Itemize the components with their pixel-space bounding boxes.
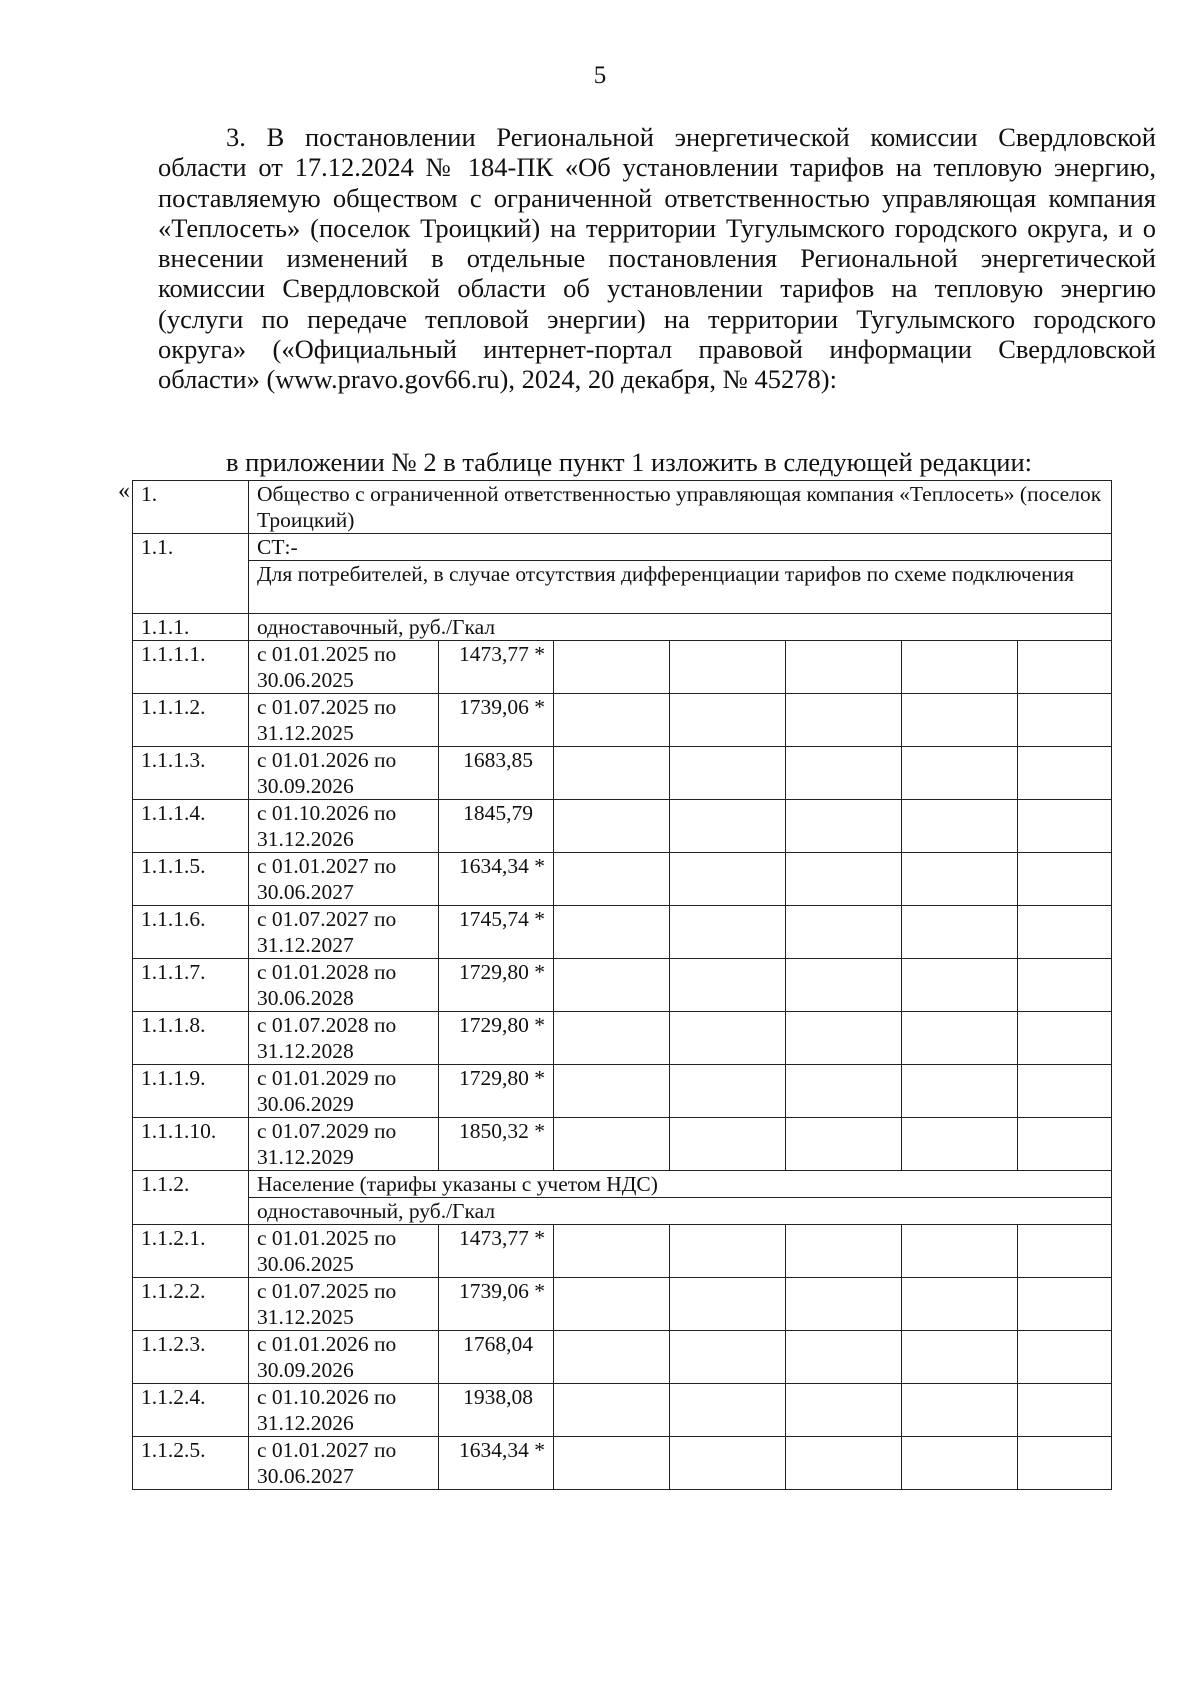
empty-cell	[670, 906, 786, 959]
empty-cell	[670, 747, 786, 800]
empty-cell	[554, 1278, 670, 1331]
period-cell: с 01.07.2025 по 31.12.2025	[249, 1278, 439, 1331]
empty-cell	[786, 1118, 902, 1171]
empty-cell	[786, 1065, 902, 1118]
period-cell: с 01.01.2026 по 30.09.2026	[249, 747, 439, 800]
row-number: 1.1.1.3.	[133, 747, 249, 800]
tariff-value: 1473,77 *	[439, 1225, 554, 1278]
empty-cell	[554, 694, 670, 747]
table-row	[133, 1171, 1112, 1198]
table-row	[133, 1198, 1112, 1225]
empty-cell	[902, 1065, 1018, 1118]
table-row	[133, 1065, 1112, 1118]
tariff-type-label: одноставочный, руб./Гкал	[249, 1198, 1112, 1225]
empty-cell	[554, 747, 670, 800]
table-row	[133, 641, 1112, 694]
table-row	[133, 959, 1112, 1012]
section-note: Для потребителей, в случае отсутствия дифференциации тарифов по схеме подключения	[249, 561, 1112, 614]
row-number: 1.1.2.	[133, 1171, 249, 1225]
empty-cell	[1018, 747, 1112, 800]
empty-cell	[554, 1065, 670, 1118]
section-label: СТ:-	[249, 534, 1112, 561]
tariff-value: 1729,80 *	[439, 1012, 554, 1065]
empty-cell	[786, 694, 902, 747]
body-text	[158, 122, 1156, 395]
empty-cell	[902, 906, 1018, 959]
empty-cell	[786, 853, 902, 906]
tariff-value: 1739,06 *	[439, 1278, 554, 1331]
table-row	[133, 747, 1112, 800]
empty-cell	[670, 853, 786, 906]
empty-cell	[786, 1012, 902, 1065]
table-row	[133, 1437, 1112, 1490]
row-number: 1.1.2.3.	[133, 1331, 249, 1384]
row-number: 1.1.1.	[133, 614, 249, 641]
population-label: Население (тарифы указаны с учетом НДС)	[249, 1171, 1112, 1198]
empty-cell	[786, 1225, 902, 1278]
tariff-value: 1768,04	[439, 1331, 554, 1384]
period-cell: с 01.01.2026 по 30.09.2026	[249, 1331, 439, 1384]
empty-cell	[670, 1437, 786, 1490]
empty-cell	[786, 959, 902, 1012]
period-cell: с 01.07.2028 по 31.12.2028	[249, 1012, 439, 1065]
empty-cell	[1018, 853, 1112, 906]
empty-cell	[670, 1384, 786, 1437]
row-number: 1.1.1.6.	[133, 906, 249, 959]
empty-cell	[786, 1384, 902, 1437]
opening-quote-mark: «	[118, 478, 130, 504]
empty-cell	[554, 1012, 670, 1065]
period-cell: с 01.10.2026 по 31.12.2026	[249, 1384, 439, 1437]
empty-cell	[554, 800, 670, 853]
empty-cell	[670, 1065, 786, 1118]
empty-cell	[902, 853, 1018, 906]
empty-cell	[1018, 1118, 1112, 1171]
empty-cell	[670, 1118, 786, 1171]
empty-cell	[1018, 1278, 1112, 1331]
empty-cell	[1018, 800, 1112, 853]
tariff-value: 1634,34 *	[439, 1437, 554, 1490]
empty-cell	[1018, 641, 1112, 694]
empty-cell	[554, 906, 670, 959]
table-row	[133, 1118, 1112, 1171]
empty-cell	[554, 853, 670, 906]
period-cell: с 01.01.2029 по 30.06.2029	[249, 1065, 439, 1118]
table-row	[133, 561, 1112, 614]
tariff-value: 1683,85	[439, 747, 554, 800]
tariff-value: 1729,80 *	[439, 959, 554, 1012]
tariff-type-label: одноставочный, руб./Гкал	[249, 614, 1112, 641]
empty-cell	[902, 641, 1018, 694]
period-cell: с 01.01.2025 по 30.06.2025	[249, 641, 439, 694]
row-number: 1.1.2.2.	[133, 1278, 249, 1331]
period-cell: с 01.07.2025 по 31.12.2025	[249, 694, 439, 747]
tariff-value: 1850,32 *	[439, 1118, 554, 1171]
table-row	[133, 1012, 1112, 1065]
period-cell: с 01.07.2027 по 31.12.2027	[249, 906, 439, 959]
empty-cell	[902, 694, 1018, 747]
row-number: 1.1.1.7.	[133, 959, 249, 1012]
empty-cell	[554, 641, 670, 694]
tariff-value: 1845,79	[439, 800, 554, 853]
empty-cell	[902, 1278, 1018, 1331]
empty-cell	[786, 800, 902, 853]
row-number: 1.1.1.5.	[133, 853, 249, 906]
tariff-value: 1739,06 *	[439, 694, 554, 747]
empty-cell	[670, 800, 786, 853]
empty-cell	[1018, 1012, 1112, 1065]
period-cell: с 01.10.2026 по 31.12.2026	[249, 800, 439, 853]
tariff-table	[132, 480, 1112, 1490]
empty-cell	[554, 1331, 670, 1384]
empty-cell	[902, 1118, 1018, 1171]
empty-cell	[902, 1225, 1018, 1278]
empty-cell	[1018, 959, 1112, 1012]
empty-cell	[1018, 1437, 1112, 1490]
table-row	[133, 1225, 1112, 1278]
empty-cell	[670, 694, 786, 747]
empty-cell	[786, 1437, 902, 1490]
tariff-value: 1634,34 *	[439, 853, 554, 906]
page-number: 5	[593, 62, 607, 89]
table-row	[133, 853, 1112, 906]
organization-name: Общество с ограниченной ответственностью управляющая компания «Теплосеть» (поселок Троицкий)	[249, 481, 1112, 534]
empty-cell	[670, 1278, 786, 1331]
row-number: 1.1.	[133, 534, 249, 614]
table-row	[133, 694, 1112, 747]
empty-cell	[902, 1437, 1018, 1490]
empty-cell	[902, 1331, 1018, 1384]
empty-cell	[670, 1012, 786, 1065]
row-number: 1.1.1.2.	[133, 694, 249, 747]
row-number: 1.1.1.1.	[133, 641, 249, 694]
row-number: 1.1.1.9.	[133, 1065, 249, 1118]
empty-cell	[902, 959, 1018, 1012]
empty-cell	[554, 959, 670, 1012]
empty-cell	[786, 906, 902, 959]
tariff-value: 1729,80 *	[439, 1065, 554, 1118]
empty-cell	[670, 1225, 786, 1278]
table-row	[133, 534, 1112, 561]
table-row	[133, 1278, 1112, 1331]
empty-cell	[902, 800, 1018, 853]
empty-cell	[554, 1118, 670, 1171]
table-row	[133, 481, 1112, 534]
empty-cell	[670, 959, 786, 1012]
empty-cell	[554, 1225, 670, 1278]
empty-cell	[670, 1331, 786, 1384]
empty-cell	[554, 1384, 670, 1437]
table-row	[133, 614, 1112, 641]
empty-cell	[1018, 1384, 1112, 1437]
row-number: 1.1.1.10.	[133, 1118, 249, 1171]
table-row	[133, 1384, 1112, 1437]
row-number: 1.1.1.8.	[133, 1012, 249, 1065]
paragraph-amendment: 3. В постановлении Региональной энергетической комиссии Свердловской области от 17.12.2024 № 184-ПК «Об установлении тарифов на тепловую энергию, поставляемую обществом с ограниченной ответственностью управляющая компания «Теплосеть» (поселок Троицкий) на территории Тугулымского городского округа, и о внесении изменений в отдельные постановления Региональной энергетической комиссии Свердловской области об установлении тарифов на тепловую энергию (услуги по передаче тепловой энергии) на территории Тугулымского городского округа» («Официальный интернет-портал правовой информации Свердловской области» (www.pravo.gov66.ru), 2024, 20 декабря, № 45278):	[158, 122, 1156, 395]
instruction-line: в приложении № 2 в таблице пункт 1 изложить в следующей редакции:	[226, 447, 1033, 477]
empty-cell	[786, 641, 902, 694]
period-cell: с 01.01.2028 по 30.06.2028	[249, 959, 439, 1012]
table-row	[133, 1331, 1112, 1384]
empty-cell	[786, 747, 902, 800]
period-cell: с 01.01.2027 по 30.06.2027	[249, 1437, 439, 1490]
period-cell: с 01.07.2029 по 31.12.2029	[249, 1118, 439, 1171]
empty-cell	[902, 747, 1018, 800]
row-number: 1.	[133, 481, 249, 534]
row-number: 1.1.2.5.	[133, 1437, 249, 1490]
row-number: 1.1.2.4.	[133, 1384, 249, 1437]
table-row	[133, 906, 1112, 959]
tariff-value: 1938,08	[439, 1384, 554, 1437]
empty-cell	[1018, 1331, 1112, 1384]
empty-cell	[902, 1012, 1018, 1065]
period-cell: с 01.01.2025 по 30.06.2025	[249, 1225, 439, 1278]
empty-cell	[1018, 1225, 1112, 1278]
empty-cell	[902, 1384, 1018, 1437]
empty-cell	[1018, 906, 1112, 959]
empty-cell	[1018, 694, 1112, 747]
empty-cell	[670, 641, 786, 694]
empty-cell	[1018, 1065, 1112, 1118]
row-number: 1.1.1.4.	[133, 800, 249, 853]
empty-cell	[786, 1278, 902, 1331]
empty-cell	[786, 1331, 902, 1384]
period-cell: с 01.01.2027 по 30.06.2027	[249, 853, 439, 906]
tariff-value: 1473,77 *	[439, 641, 554, 694]
tariff-value: 1745,74 *	[439, 906, 554, 959]
table-row	[133, 800, 1112, 853]
empty-cell	[554, 1437, 670, 1490]
row-number: 1.1.2.1.	[133, 1225, 249, 1278]
